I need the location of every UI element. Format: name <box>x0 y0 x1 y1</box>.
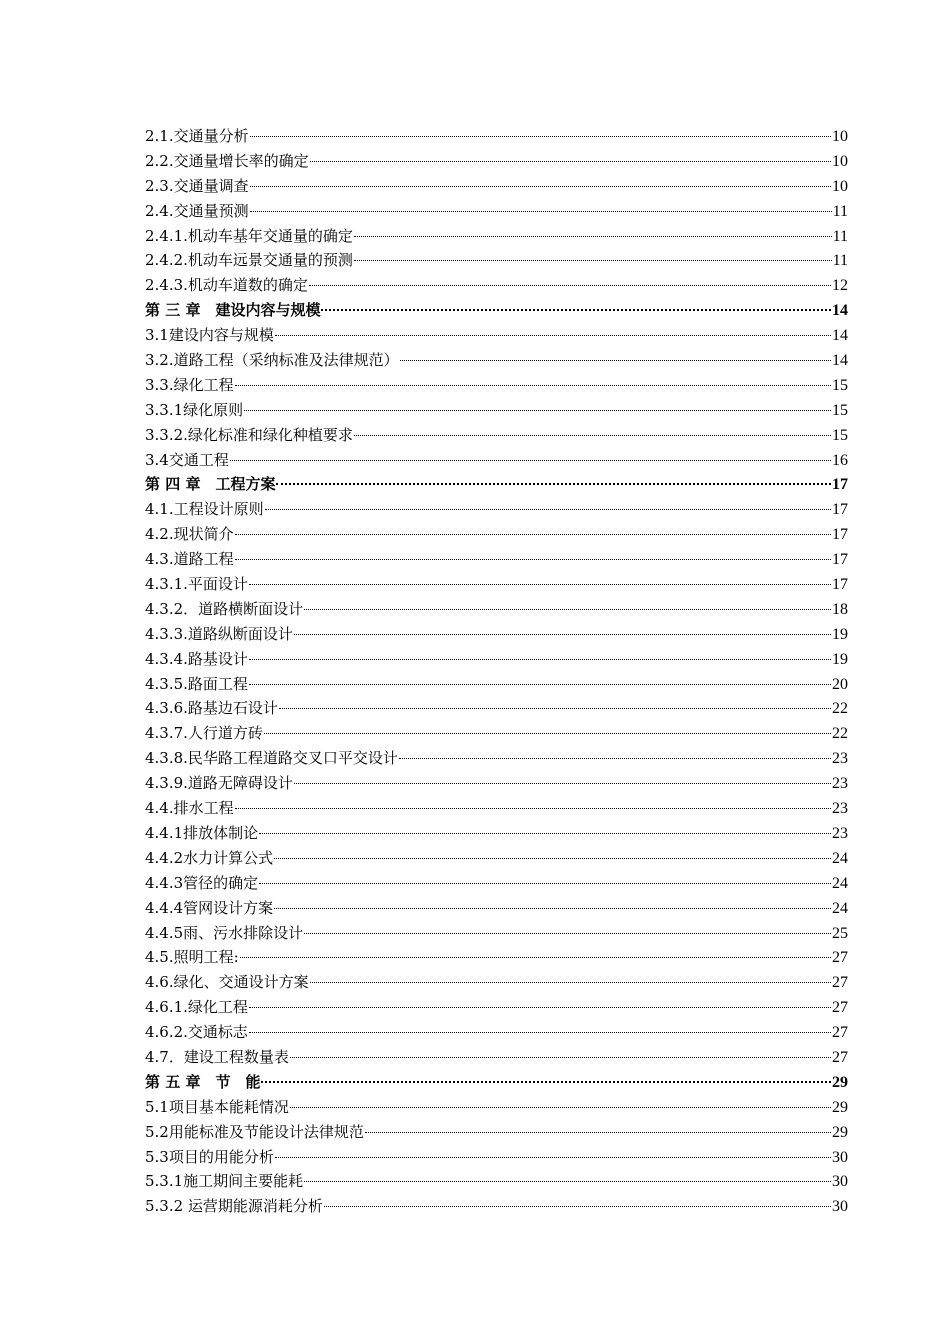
toc-page-number: 23 <box>832 824 848 842</box>
toc-page-number: 30 <box>832 1173 848 1191</box>
toc-entry-title: 4.3.3.道路纵断面设计 <box>145 624 293 643</box>
toc-entry[interactable] <box>145 921 848 946</box>
toc-entry[interactable] <box>145 672 848 697</box>
toc-entry-title: 第 五 章 节 能 <box>145 1072 261 1091</box>
toc-entry[interactable] <box>145 273 848 298</box>
toc-entry-title: 2.2.交通量增长率的确定 <box>145 151 309 170</box>
toc-dot-leader <box>250 211 832 212</box>
toc-entry-title: 4.6.2.交通标志 <box>145 1023 248 1042</box>
toc-page-number: 27 <box>832 1048 848 1066</box>
toc-dot-leader <box>310 982 831 983</box>
toc-entry-title: 5.3项目的用能分析 <box>145 1147 274 1166</box>
toc-page-number: 14 <box>832 302 848 320</box>
toc-dot-leader <box>249 659 831 660</box>
toc-entry-title: 2.4.2.机动车远景交通量的预测 <box>145 251 353 270</box>
toc-page-number: 24 <box>832 849 848 867</box>
toc-page-number: 30 <box>832 1198 848 1216</box>
toc-entry-title: 4.4.2水力计算公式 <box>145 848 274 867</box>
toc-entry[interactable] <box>145 1169 848 1194</box>
toc-chapter-entry[interactable] <box>145 472 848 497</box>
toc-dot-leader <box>249 1032 831 1033</box>
toc-entry[interactable] <box>145 721 848 746</box>
toc-page-number: 27 <box>832 974 848 992</box>
toc-entry[interactable] <box>145 522 848 547</box>
toc-dot-leader <box>294 783 831 784</box>
toc-page-number: 17 <box>832 526 848 544</box>
toc-entry[interactable] <box>145 1095 848 1120</box>
toc-entry[interactable] <box>145 348 848 373</box>
toc-dot-leader <box>324 1206 831 1207</box>
toc-dot-leader <box>290 1057 831 1058</box>
toc-dot-leader <box>235 534 831 535</box>
toc-entry-title: 3.4交通工程 <box>145 450 229 469</box>
toc-dot-leader <box>354 435 831 436</box>
toc-dot-leader <box>250 186 831 187</box>
toc-dot-leader <box>249 1007 831 1008</box>
toc-entry[interactable] <box>145 1045 848 1070</box>
toc-dot-leader <box>365 1132 831 1133</box>
toc-page-number: 17 <box>832 476 848 494</box>
toc-page-number: 14 <box>832 352 848 370</box>
toc-entry-title: 4.6.1.绿化工程 <box>145 998 248 1017</box>
toc-entry-title: 5.1项目基本能耗情况 <box>145 1097 289 1116</box>
toc-entry[interactable] <box>145 373 848 398</box>
toc-dot-leader <box>261 1081 831 1083</box>
toc-entry-title: 4.7．建设工程数量表 <box>145 1047 289 1066</box>
toc-entry[interactable] <box>145 423 848 448</box>
toc-dot-leader <box>264 733 831 734</box>
toc-entry-title: 4.6.绿化、交通设计方案 <box>145 973 309 992</box>
toc-entry-title: 5.3.2 运营期能源消耗分析 <box>145 1197 323 1216</box>
toc-entry[interactable] <box>145 597 848 622</box>
toc-page-number: 29 <box>832 1123 848 1141</box>
toc-page-number: 30 <box>832 1148 848 1166</box>
toc-entry-title: 4.3.2．道路横断面设计 <box>145 599 304 618</box>
toc-entry[interactable] <box>145 497 848 522</box>
toc-page-number: 23 <box>832 750 848 768</box>
toc-entry-title: 3.3.绿化工程 <box>145 375 234 394</box>
toc-page-number: 11 <box>832 227 848 245</box>
toc-entry-title: 4.3.6.路基边石设计 <box>145 699 278 718</box>
toc-entry[interactable] <box>145 945 848 970</box>
toc-dot-leader <box>250 136 831 137</box>
toc-dot-leader <box>274 908 831 909</box>
toc-dot-leader <box>275 1157 831 1158</box>
toc-page-number: 25 <box>832 924 848 942</box>
toc-page-number: 15 <box>832 401 848 419</box>
toc-page-number: 15 <box>832 426 848 444</box>
toc-dot-leader <box>304 933 831 934</box>
toc-entry-title: 2.4.交通量预测 <box>145 201 249 220</box>
toc-page-number: 18 <box>832 600 848 618</box>
toc-dot-leader <box>294 634 831 635</box>
toc-page-number: 22 <box>832 725 848 743</box>
toc-dot-leader <box>276 483 831 485</box>
toc-entry-title: 4.3.7.人行道方砖 <box>145 724 263 743</box>
toc-entry[interactable] <box>145 1194 848 1219</box>
toc-dot-leader <box>321 309 831 311</box>
toc-dot-leader <box>400 360 831 361</box>
toc-entry[interactable] <box>145 970 848 995</box>
toc-entry[interactable] <box>145 846 848 871</box>
toc-entry[interactable] <box>145 871 848 896</box>
toc-dot-leader <box>235 385 831 386</box>
toc-entry-title: 4.4.排水工程 <box>145 799 234 818</box>
toc-chapter-entry[interactable] <box>145 1070 848 1095</box>
toc-page-number: 27 <box>832 949 848 967</box>
toc-entry-title: 2.4.3.机动车道数的确定 <box>145 276 308 295</box>
toc-page-number: 19 <box>832 625 848 643</box>
toc-entry[interactable] <box>145 572 848 597</box>
toc-page-number: 16 <box>832 451 848 469</box>
toc-dot-leader <box>235 808 831 809</box>
toc-entry-title: 3.1建设内容与规模 <box>145 326 274 345</box>
toc-entry[interactable] <box>145 174 848 199</box>
toc-entry-title: 2.4.1.机动车基年交通量的确定 <box>145 226 353 245</box>
toc-dot-leader <box>249 584 831 585</box>
toc-page-number: 11 <box>832 202 848 220</box>
toc-entry-title: 4.3.4.路基设计 <box>145 649 248 668</box>
toc-dot-leader <box>290 1107 831 1108</box>
toc-entry[interactable] <box>145 1145 848 1170</box>
toc-dot-leader <box>259 883 831 884</box>
toc-dot-leader <box>279 708 831 709</box>
toc-dot-leader <box>354 260 832 261</box>
toc-dot-leader <box>304 609 831 610</box>
toc-entry-title: 5.3.1施工期间主要能耗 <box>145 1172 304 1191</box>
toc-entry[interactable] <box>145 771 848 796</box>
toc-entry[interactable] <box>145 647 848 672</box>
toc-page-number: 14 <box>832 327 848 345</box>
toc-page-number: 17 <box>832 501 848 519</box>
toc-page-number: 17 <box>832 551 848 569</box>
toc-page-number: 23 <box>832 775 848 793</box>
toc-page-number: 10 <box>832 152 848 170</box>
toc-dot-leader <box>235 559 831 560</box>
toc-entry-title: 4.1.工程设计原则 <box>145 500 264 519</box>
toc-dot-leader <box>275 335 831 336</box>
toc-dot-leader <box>259 833 831 834</box>
toc-dot-leader <box>310 161 831 162</box>
toc-entry-title: 3.2.道路工程（采纳标准及法律规范） <box>145 351 399 370</box>
toc-entry[interactable] <box>145 398 848 423</box>
toc-chapter-entry[interactable] <box>145 298 848 323</box>
toc-dot-leader <box>274 858 831 859</box>
toc-dot-leader <box>304 1181 831 1182</box>
toc-page-number: 10 <box>832 177 848 195</box>
toc-entry[interactable] <box>145 448 848 473</box>
toc-page-number: 23 <box>832 800 848 818</box>
toc-entry[interactable] <box>145 149 848 174</box>
toc-entry-title: 4.3.5.路面工程 <box>145 674 248 693</box>
toc-dot-leader <box>354 236 832 237</box>
toc-dot-leader <box>230 460 831 461</box>
toc-entry-title: 3.3.1绿化原则 <box>145 400 244 419</box>
toc-entry-title: 2.1.交通量分析 <box>145 127 249 145</box>
toc-entry-title: 4.5.照明工程: <box>145 948 239 967</box>
toc-entry-title: 4.3.1.平面设计 <box>145 575 248 594</box>
toc-page-number: 27 <box>832 999 848 1017</box>
toc-dot-leader <box>244 410 831 411</box>
toc-dot-leader <box>240 957 831 958</box>
toc-entry[interactable] <box>145 1120 848 1145</box>
toc-entry[interactable] <box>145 896 848 921</box>
toc-page-number: 15 <box>832 376 848 394</box>
toc-entry-title: 4.4.3管径的确定 <box>145 873 259 892</box>
toc-dot-leader <box>265 509 831 510</box>
toc-entry-title: 4.4.4管网设计方案 <box>145 898 274 917</box>
toc-entry-title: 5.2用能标准及节能设计法律规范 <box>145 1122 364 1141</box>
toc-page-number: 24 <box>832 899 848 917</box>
toc-dot-leader <box>249 684 831 685</box>
toc-entry[interactable] <box>145 199 848 224</box>
toc-page-number: 20 <box>832 675 848 693</box>
toc-dot-leader <box>399 758 831 759</box>
toc-entry-title: 第 四 章 工程方案 <box>145 475 276 494</box>
toc-page-number: 29 <box>832 1073 848 1091</box>
toc-entry[interactable] <box>145 995 848 1020</box>
toc-entry-title: 4.4.1排放体制论 <box>145 823 259 842</box>
toc-entry-title: 3.3.2.绿化标准和绿化种植要求 <box>145 425 353 444</box>
toc-entry[interactable] <box>145 248 848 273</box>
toc-entry-title: 4.3.道路工程 <box>145 550 234 569</box>
toc-entry-title: 第 三 章 建设内容与规模 <box>145 301 321 320</box>
toc-page-number: 19 <box>832 650 848 668</box>
toc-entry-title: 4.3.8.民华路工程道路交叉口平交设计 <box>145 749 398 768</box>
toc-page-number: 17 <box>832 576 848 594</box>
toc-dot-leader <box>309 285 831 286</box>
toc-entry[interactable] <box>145 547 848 572</box>
toc-entry[interactable] <box>145 224 848 249</box>
toc-entry[interactable] <box>145 746 848 771</box>
toc-entry-title: 4.4.5雨、污水排除设计 <box>145 923 304 942</box>
toc-page-number: 24 <box>832 874 848 892</box>
toc-page-number: 10 <box>832 128 848 145</box>
toc-entry[interactable] <box>145 622 848 647</box>
toc-entry[interactable] <box>145 124 848 149</box>
toc-entry[interactable] <box>145 796 848 821</box>
toc-page-number: 22 <box>832 700 848 718</box>
toc-entry[interactable] <box>145 696 848 721</box>
toc-entry[interactable] <box>145 821 848 846</box>
toc-entry-title: 4.3.9.道路无障碍设计 <box>145 774 293 793</box>
toc-page-number: 29 <box>832 1098 848 1116</box>
toc-entry-title: 4.2.现状简介 <box>145 525 234 544</box>
toc-entry-title: 2.3.交通量调查 <box>145 176 249 195</box>
toc-page-number: 11 <box>832 252 848 270</box>
toc-page-number: 12 <box>832 277 848 295</box>
toc-page-number: 27 <box>832 1024 848 1042</box>
toc-entry[interactable] <box>145 323 848 348</box>
toc-entry[interactable] <box>145 1020 848 1045</box>
table-of-contents <box>145 124 848 1219</box>
